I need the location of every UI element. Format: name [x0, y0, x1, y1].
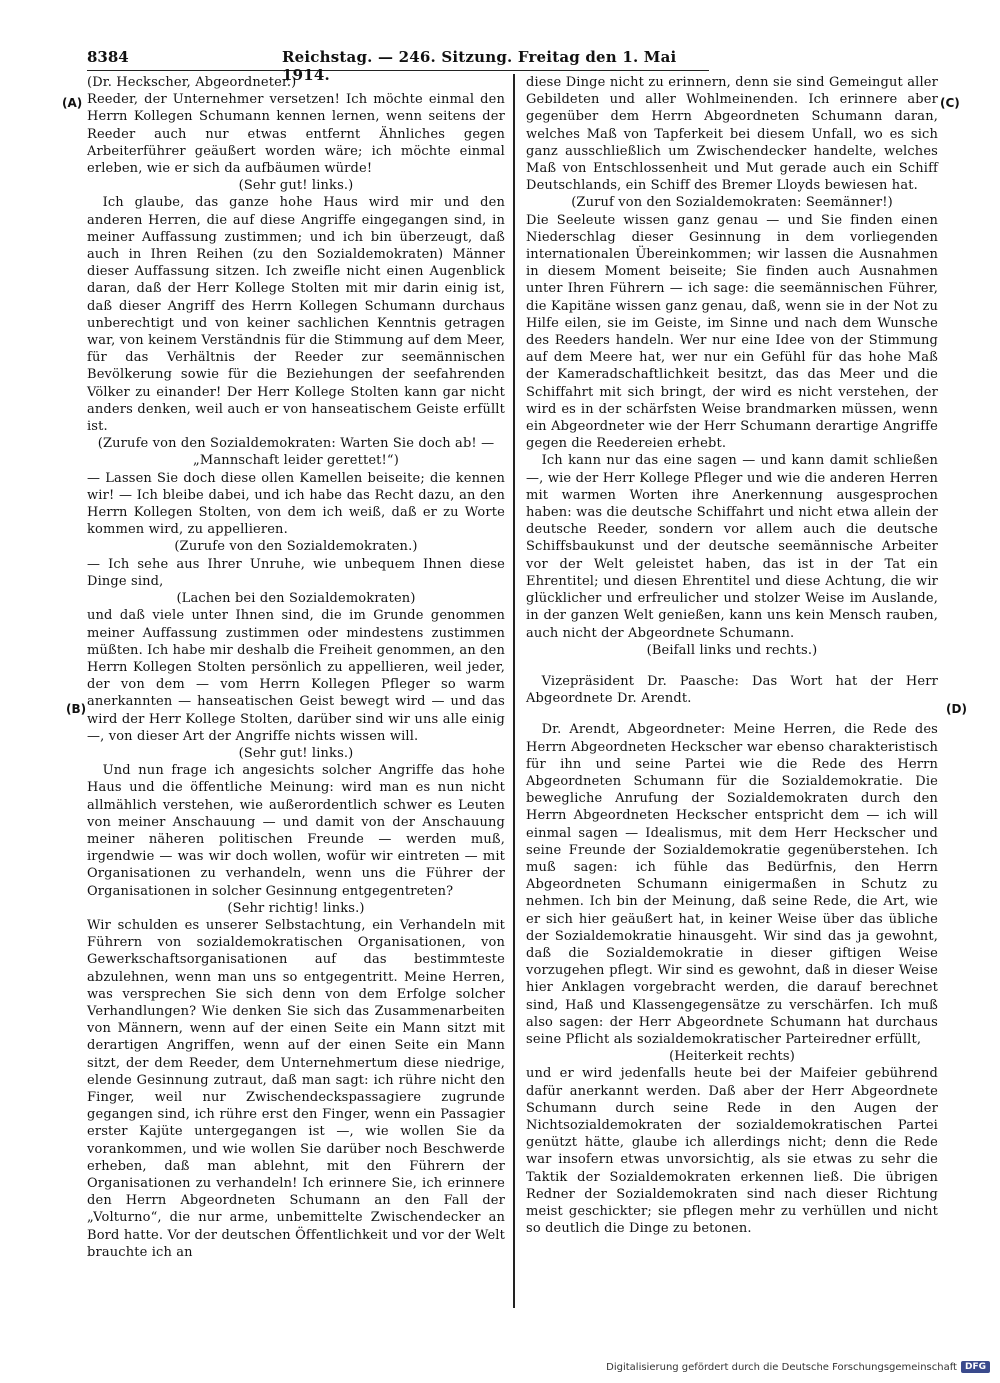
paragraph: Dr. Arendt, Abgeordneter: Meine Herren, die Rede des Herrn Abgeordneten Heckscher war ebenso charakteristisch für ihn und seine Partei wie die Rede des Herrn Abgeordneten Schumann für die Sozialdemokratie. Die bewegliche Anrufung der Sozialdemokraten durch den Herrn Abgeordneten Heckscher entspricht dem — ich will einmal sagen — Idealismus, mit dem Herr Heckscher und seine Freunde der Sozialdemokratie gegenüberstehen. Ich muß sagen: ich fühle das Bedürfnis, den Herrn Abgeordneten Schumann einigermaßen in Schutz zu nehmen. Ich bin der Meinung, daß seine Rede, die Art, wie er sich hier geäußert hat, in keiner Weise über das übliche der Sozialdemokratie hinausgeht. Wir sind das ja gewohnt, daß die Sozialdemokratie in dieser giftigen Weise vorzugehen pflegt. Wir sind es gewohnt, daß in dieser Weise hier Anklagen vorgebracht werden, die darauf berechnet sind, Haß und Klassengegensätze zu verschärfen. Ich muß also sagen: der Herr Abgeordnete Schumann hat durchaus seine Pflicht als sozialdemokratischer Parteiredner erfüllt,: [526, 722, 938, 1047]
reaction: (Zurufe von den Sozialdemokraten.): [174, 539, 418, 555]
paragraph: Vizepräsident Dr. Paasche: Das Wort hat der Herr Abgeordnete Dr. Arendt.: [526, 673, 938, 707]
paragraph: Wir schulden es unserer Selbstachtung, ein Verhandeln mit Führern von sozialdemokratischen Organisationen, von Gewerkschaftsorganisationen auf das bestimmteste abzulehnen, wenn man uns so entgegentritt. Meine Herren, was versprechen Sie sich denn von dem Erfolge solcher Verhandlungen? Wie denken Sie sich das Zusammenarbeiten von Männern, wenn auf der einen Seite ein Mann sitzt mit derartigen Angriffen, wenn auf der einen Seite ein Mann sitzt, der dem Reeder, dem Unternehmertum diese niedrige, elende Gesinnung zutraut, daß man sagt: ich rühre nicht den Finger, weil nur Zwischendeckspassagiere zugrunde gegangen sind, ich rühre erst den Finger, wenn ein Passagier erster Kajüte untergegangen ist —, wie wollen Sie da vorankommen, und wie wollen Sie darüber noch Beschwerde erheben, daß man ablehnt, mit den Führern der Organisationen zu verhandeln! Ich erinnere Sie, ich erinnere den Herrn Abgeordneten Schumann an den Fall der „Volturno“, die nur arme, unbemittelte Zwischendecker an Bord hatte. Vor der deutschen Öffentlichkeit und vor der Welt brauchte ich an: [87, 917, 505, 1260]
left-column: [87, 74, 505, 1261]
running-title: Reichstag. — 246. Sitzung. Freitag den 1. Mai 1914.: [282, 48, 677, 84]
footer: [606, 1361, 990, 1373]
paragraph: und daß viele unter Ihnen sind, die im Grunde genommen meiner Auffassung zustimmen oder mindestens zustimmen müßten. Ich habe mir deshalb die Freiheit genommen, an den Herrn Kollegen Stolten persönlich zu appellieren, weil jeder, der von dem — vom Herrn Kollegen Pfleger so warm anerkannten — hanseatischen Geist bewegt wird — und das wird der Herr Kollege Stolten, darüber sind wir uns alle einig —, von dieser Art der Angriffe nichts wissen will.: [87, 608, 505, 744]
reaction: (Lachen bei den Sozialdemokraten): [176, 591, 416, 607]
paragraph: diese Dinge nicht zu erinnern, denn sie sind Gemeingut aller Gebildeten und aller Wohlmeinenden. Ich erinnere aber gegenüber dem Herrn Abgeordneten Schumann daran, welches Maß von Tapferkeit bei diesem Unfall, wo es sich ganz ausschließlich um Zwischendecker handelte, welches Maß von Entschlossenheit und Mut gerade auch ein Schiff Deutschlands, ein Schiff des Bremer Lloyds bewiesen hat.: [526, 75, 938, 194]
footer-text: Digitalisierung gefördert durch die Deutsche Forschungsgemeinschaft: [606, 1361, 957, 1373]
reaction: (Zuruf von den Sozialdemokraten: Seemänner!): [571, 195, 893, 211]
dfg-logo: DFG: [961, 1361, 990, 1373]
paragraph: und er wird jedenfalls heute bei der Maifeier gebührend dafür anerkannt werden. Daß aber der Herr Abgeordnete Schumann durch seine Rede in den Augen der Nichtsozialdemokraten der sozialdemokratischen Partei genützt hätte, glaube ich allerdings nicht; denn die Rede war insofern etwas unvorsichtig, als sie etwas zu sehr die Taktik der Sozialdemokraten erkennen ließ. Die übrigen Redner der Sozialdemokraten sind nach dieser Richtung meist geschickter; sie pflegen mehr zu verhüllen und nicht so deutlich die Dinge zu betonen.: [526, 1066, 938, 1237]
speaker-note: (Dr. Heckscher, Abgeordneter.): [87, 75, 297, 90]
margin-marker-c: (C): [940, 96, 960, 110]
margin-marker-d: (D): [946, 702, 967, 716]
reaction: (Zurufe von den Sozialdemokraten: Warten Sie doch ab! — „Mannschaft leider gerettet!“): [97, 436, 495, 469]
reaction: (Beifall links und rechts.): [646, 642, 818, 658]
paragraph: — Ich sehe aus Ihrer Unruhe, wie unbequem Ihnen diese Dinge sind,: [87, 556, 505, 589]
column-divider: [513, 74, 515, 1308]
reaction: (Sehr gut! links.): [238, 745, 354, 761]
paragraph: Ich kann nur das eine sagen — und kann damit schließen —, wie der Herr Kollege Pfleger und wie die anderen Herren mit warmen Worten ihre Anerkennung ausgesprochen haben: was die deutsche Schiffahrt und nicht etwa allein der deutsche Reeder, sondern vor allem auch die deutsche Schiffsbaukunst und der deutsche seemännische Arbeiter vor der Welt geleistet haben, das ist in der Tat ein Ehrentitel; und diesen Ehrentitel und diese Achtung, die wir glücklicher und erfreulicher und stolzer Weise im Auslande, in der ganzen Welt genießen, kann uns kein Mensch rauben, auch nicht der Abgeordnete Schumann.: [526, 453, 938, 641]
margin-marker-a: (A): [62, 96, 83, 110]
paragraph: Reeder, der Unternehmer versetzen! Ich möchte einmal den Herrn Kollegen Schumann kennen lernen, wenn seitens der Reeder auch nur etwas entfernt Ähnliches gegen Arbeiterführer geäußert worden wäre; ich möchte einmal erleben, wie er sich da aufbäumen würde!: [87, 92, 505, 177]
margin-marker-b: (B): [66, 702, 87, 716]
paragraph: — Lassen Sie doch diese ollen Kamellen beiseite; die kennen wir! — Ich bleibe dabei, und ich habe das Recht dazu, an den Herrn Kollegen Stolten, von dem ich weiß, daß er zu Worte kommen wird, zu appellieren.: [87, 470, 505, 538]
paragraph: Ich glaube, das ganze hohe Haus wird mir und den anderen Herren, die auf diese Angriffe eingegangen sind, in meiner Auffassung zustimmen; und ich bin überzeugt, daß auch in Ihren Reihen (zu den Sozialdemokraten) Männer dieser Auffassung sitzen. Ich zweifle nicht einen Augenblick daran, daß der Herr Kollege Stolten mit mir darin einig ist, daß dieser Angriff des Herrn Kollegen Schumann durchaus unberechtigt und von keiner sachlichen Kenntnis getragen war, von keinem Verständnis für die Stimmung auf dem Meer, für das Verhältnis der Reeder zur seemännischen Bevölkerung sowie für die Beziehungen der seefahrenden Völker zu einander! Der Herr Kollege Stolten kann gar nicht anders denken, weil auch er von hanseatischem Geiste erfüllt ist.: [87, 195, 505, 435]
paragraph: Und nun frage ich angesichts solcher Angriffe das hohe Haus und die öffentliche Meinung: wird man es nun nicht allmählich verstehen, wie außerordentlich schwer es Leuten von meiner Anschauung — und damit von der Anschauung meiner näheren politischen Freunde — werden muß, irgendwie — was wir doch wollen, wofür wir eintreten — mit Organisationen zu verhandeln, wenn uns die Führer der Organisationen in solcher Gesinnung entgegentreten?: [87, 763, 505, 899]
paragraph: Die Seeleute wissen ganz genau — und Sie finden einen Niederschlag dieser Gesinnung in dem vorliegenden internationalen Übereinkommen; wir lassen die Ausnahmen in diesem Moment beiseite; Sie finden auch Ausnahmen unter Ihren Führern — ich sage: die seemännischen Führer, die Kapitäne wissen ganz genau, daß, wenn sie in der Not zu Hilfe eilen, sie im Geiste, im Sinne und nach dem Wunsche des Reeders handeln. Wer nur eine Idee von der Stimmung auf dem Meere hat, wer nur ein Gefühl für das hohe Maß der Kameradschaftlichkeit besitzt, das das Meer und die Schiffahrt mit sich bringt, der wird es nicht verstehen, der wird es in der schärfsten Weise brandmarken müssen, wenn ein Abgeordneter wie der Herr Schumann derartige Angriffe gegen die Reedereien erhebt.: [526, 212, 938, 452]
reaction: (Sehr richtig! links.): [227, 900, 365, 916]
reaction: (Heiterkeit rechts): [669, 1049, 795, 1065]
page-number: 8384: [87, 48, 129, 66]
right-column: [526, 74, 938, 1237]
reaction: (Sehr gut! links.): [238, 178, 354, 194]
